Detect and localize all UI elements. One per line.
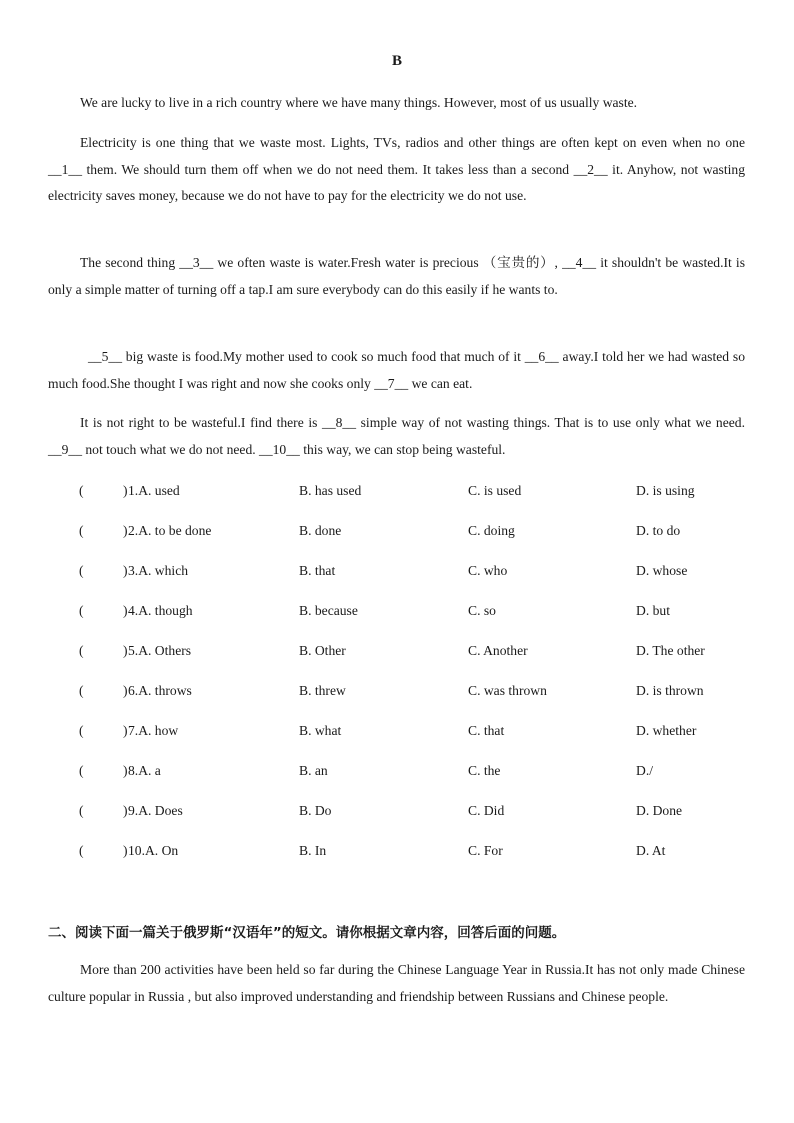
option-c: C. For bbox=[468, 843, 503, 858]
option-a: 9.A. Does bbox=[128, 803, 183, 818]
option-c: C. was thrown bbox=[468, 683, 547, 698]
paragraph-intro: We are lucky to live in a rich country where we have many things. However, most of us usually waste. bbox=[80, 95, 638, 110]
option-d: D. At bbox=[636, 843, 666, 858]
option-d: D. Done bbox=[636, 803, 683, 818]
answer-paren-close: ) bbox=[123, 483, 128, 498]
option-b: B. In bbox=[299, 843, 327, 858]
option-d: D. whose bbox=[636, 563, 688, 578]
answer-paren-close: ) bbox=[123, 763, 128, 778]
question-row bbox=[0, 803, 794, 823]
answer-paren-close: ) bbox=[123, 723, 128, 738]
option-b: B. that bbox=[299, 563, 336, 578]
option-a: 3.A. which bbox=[128, 563, 189, 578]
option-a: 2.A. to be done bbox=[128, 523, 212, 538]
paragraph-chinese-language-year: More than 200 activities have been held so far during the Chinese Language Year in Russia.It has not only made Chinese culture popular in Russia , but also improved understanding and friendship between Russians and Chinese people. bbox=[48, 962, 745, 1004]
answer-paren-close: ) bbox=[123, 563, 128, 578]
answer-paren-open: ( bbox=[79, 763, 84, 778]
option-b: B. threw bbox=[299, 683, 346, 698]
answer-paren-open: ( bbox=[79, 723, 84, 738]
option-b: B. because bbox=[299, 603, 358, 618]
question-row bbox=[0, 843, 794, 863]
option-d: D. to do bbox=[636, 523, 681, 538]
option-b: B. an bbox=[299, 763, 328, 778]
answer-paren-close: ) bbox=[123, 843, 128, 858]
question-row bbox=[0, 563, 794, 583]
question-row bbox=[0, 683, 794, 703]
paragraph-food: __5__ big waste is food.My mother used to cook so much food that much of it __6__ away.I told her we had wasted so much food.She thought I was right and now she cooks only __7__ we can eat. bbox=[48, 349, 745, 391]
answer-paren-close: ) bbox=[123, 603, 128, 618]
section-b-title: B bbox=[391, 53, 402, 69]
option-c: C. that bbox=[468, 723, 505, 738]
answer-paren-open: ( bbox=[79, 603, 84, 618]
option-d: D. is using bbox=[636, 483, 695, 498]
option-a: 1.A. used bbox=[128, 483, 180, 498]
answer-paren-close: ) bbox=[123, 803, 128, 818]
option-b: B. Do bbox=[299, 803, 332, 818]
paragraph-conclusion: It is not right to be wasteful.I find there is __8__ simple way of not wasting things. That is to use only what we need. __9__ not touch what we do not need. __10__ this way, we can stop being wasteful. bbox=[48, 415, 745, 457]
option-b: B. has used bbox=[299, 483, 362, 498]
answer-paren-open: ( bbox=[79, 523, 84, 538]
paragraph-electricity: Electricity is one thing that we waste most. Lights, TVs, radios and other things are often kept on even when no one __1__ them. We should turn them off when we do not need them. It takes less than a second __2__ it. Anyhow, not wasting electricity saves money, because we do not have to pay for the electricity we do not use. bbox=[48, 135, 745, 204]
answer-paren-open: ( bbox=[79, 643, 84, 658]
question-row bbox=[0, 723, 794, 743]
paragraph-water: The second thing __3__ we often waste is water.Fresh water is precious （宝贵的）, __4__ it shouldn't be wasted.It is only a simple matter of turning off a tap.I am sure everybody can do this easily if he wants to. bbox=[48, 255, 745, 297]
question-row bbox=[0, 483, 794, 503]
option-c: C. who bbox=[468, 563, 508, 578]
option-a: 10.A. On bbox=[128, 843, 179, 858]
option-d: D. whether bbox=[636, 723, 697, 738]
question-row bbox=[0, 603, 794, 623]
option-d: D. but bbox=[636, 603, 670, 618]
answer-paren-open: ( bbox=[79, 483, 84, 498]
answer-paren-open: ( bbox=[79, 843, 84, 858]
option-a: 4.A. though bbox=[128, 603, 193, 618]
option-c: C. the bbox=[468, 763, 501, 778]
section-2-heading: 二、阅读下面一篇关于俄罗斯“汉语年”的短文。请你根据文章内容，回答后面的问题。 bbox=[48, 925, 566, 941]
option-a: 7.A. how bbox=[128, 723, 179, 738]
option-b: B. done bbox=[299, 523, 342, 538]
option-c: C. Another bbox=[468, 643, 528, 658]
question-row bbox=[0, 763, 794, 783]
option-a: 8.A. a bbox=[128, 763, 161, 778]
option-b: B. Other bbox=[299, 643, 346, 658]
answer-paren-open: ( bbox=[79, 683, 84, 698]
option-d: D./ bbox=[636, 763, 653, 778]
question-row bbox=[0, 523, 794, 543]
answer-paren-close: ) bbox=[123, 523, 128, 538]
option-d: D. The other bbox=[636, 643, 705, 658]
option-c: C. so bbox=[468, 603, 496, 618]
option-a: 6.A. throws bbox=[128, 683, 192, 698]
option-a: 5.A. Others bbox=[128, 643, 192, 658]
option-d: D. is thrown bbox=[636, 683, 704, 698]
answer-paren-close: ) bbox=[123, 643, 128, 658]
question-row bbox=[0, 643, 794, 663]
option-c: C. doing bbox=[468, 523, 515, 538]
option-c: C. is used bbox=[468, 483, 522, 498]
answer-paren-open: ( bbox=[79, 803, 84, 818]
option-b: B. what bbox=[299, 723, 342, 738]
option-c: C. Did bbox=[468, 803, 505, 818]
answer-paren-open: ( bbox=[79, 563, 84, 578]
answer-paren-close: ) bbox=[123, 683, 128, 698]
